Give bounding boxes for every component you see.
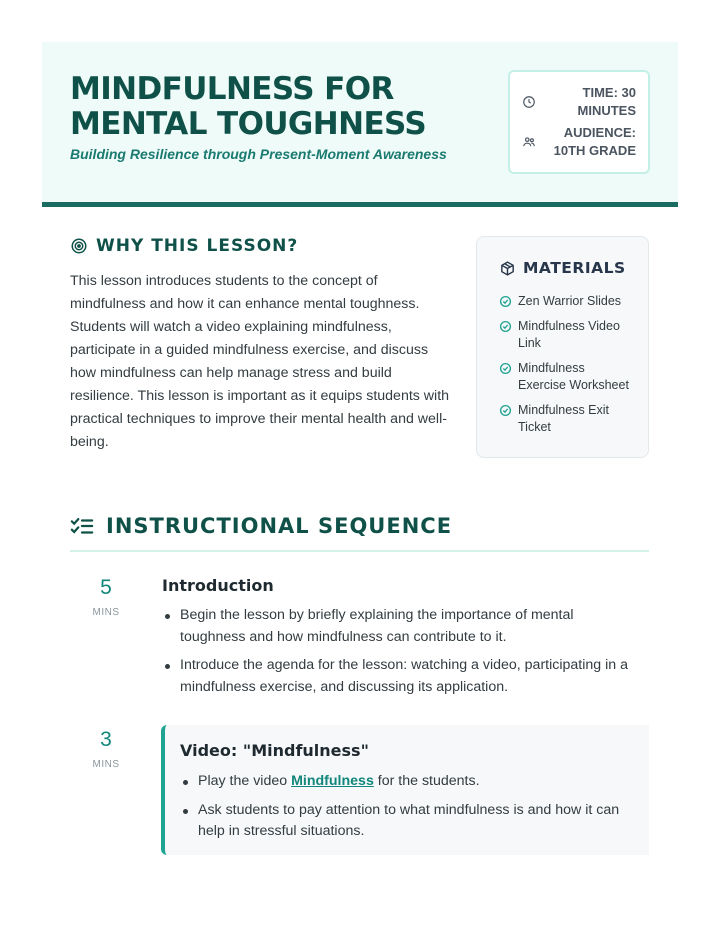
minutes-value: 3 <box>100 728 112 751</box>
material-item <box>499 318 629 352</box>
material-item <box>499 293 629 310</box>
step-bullet: Play the video Mindfulness for the students. <box>180 771 630 793</box>
time-label: TIME: 30 <box>582 85 636 100</box>
step-title: Introduction <box>162 576 274 595</box>
materials-heading <box>499 259 626 277</box>
package-icon <box>499 260 516 277</box>
material-label: Mindfulness Exercise Worksheet <box>518 361 629 392</box>
minutes-label: MINS <box>92 759 120 770</box>
sequence-heading <box>70 514 452 538</box>
sequence-divider <box>70 550 649 552</box>
why-section-heading <box>70 236 298 256</box>
sequence-title: INSTRUCTIONAL SEQUENCE <box>106 514 453 538</box>
lesson-header <box>42 42 678 204</box>
step-bullet: Ask students to pay attention to what mindfulness is and how it can help in stressful situations. <box>180 800 630 843</box>
material-item <box>499 402 629 436</box>
check-circle-icon <box>499 320 512 333</box>
materials-card <box>476 236 649 458</box>
page-subtitle: Building Resilience through Present-Moment Awareness <box>70 146 447 162</box>
step-bullet: Begin the lesson by briefly explaining the importance of mental toughness and how mindfulness can contribute to it. <box>162 605 642 648</box>
page-title: MINDFULNESS FOR MENTAL TOUGHNESS <box>70 71 427 142</box>
target-icon <box>70 237 88 255</box>
materials-title: MATERIALS <box>523 259 626 277</box>
audience-label: AUDIENCE: <box>563 125 636 140</box>
material-item <box>499 360 629 394</box>
material-label: Zen Warrior Slides <box>518 294 622 308</box>
step-bullets <box>162 605 642 705</box>
step-title: Video: "Mindfulness" <box>180 741 369 760</box>
material-label: Mindfulness Video Link <box>518 319 620 350</box>
step-bullet: Introduce the agenda for the lesson: watching a video, participating in a mindfulness exercise, and discussing its application. <box>162 655 642 698</box>
minutes-label: MINS <box>92 607 120 618</box>
audience-value: 10TH GRADE <box>553 143 636 158</box>
users-icon <box>522 135 536 149</box>
why-body-text: This lesson introduces students to the concept of mindfulness and how it can enhance mental toughness. Students will watch a video explaining mindfulness, participate in a guided mindfulness exercise, and discuss how mindfulness can help manage stress and build resilience. This lesson is important as it equips students with practical techniques to improve their mental health and well-being. <box>70 273 450 450</box>
video-link[interactable]: Mindfulness <box>291 773 374 789</box>
checklist-icon <box>70 515 94 537</box>
minutes-value: 5 <box>100 576 112 599</box>
check-circle-icon <box>499 295 512 308</box>
audience-info <box>522 124 636 160</box>
check-circle-icon <box>499 362 512 375</box>
step-duration <box>78 575 134 618</box>
clock-icon <box>522 95 536 109</box>
material-label: Mindfulness Exit Ticket <box>518 403 610 434</box>
step-duration <box>78 727 134 770</box>
time-unit: MINUTES <box>577 103 636 118</box>
header-divider <box>42 202 678 207</box>
step-bullets <box>180 771 630 850</box>
check-circle-icon <box>499 404 512 417</box>
time-info <box>522 84 636 120</box>
why-title: WHY THIS LESSON? <box>96 236 299 256</box>
lesson-info-box <box>508 70 650 174</box>
